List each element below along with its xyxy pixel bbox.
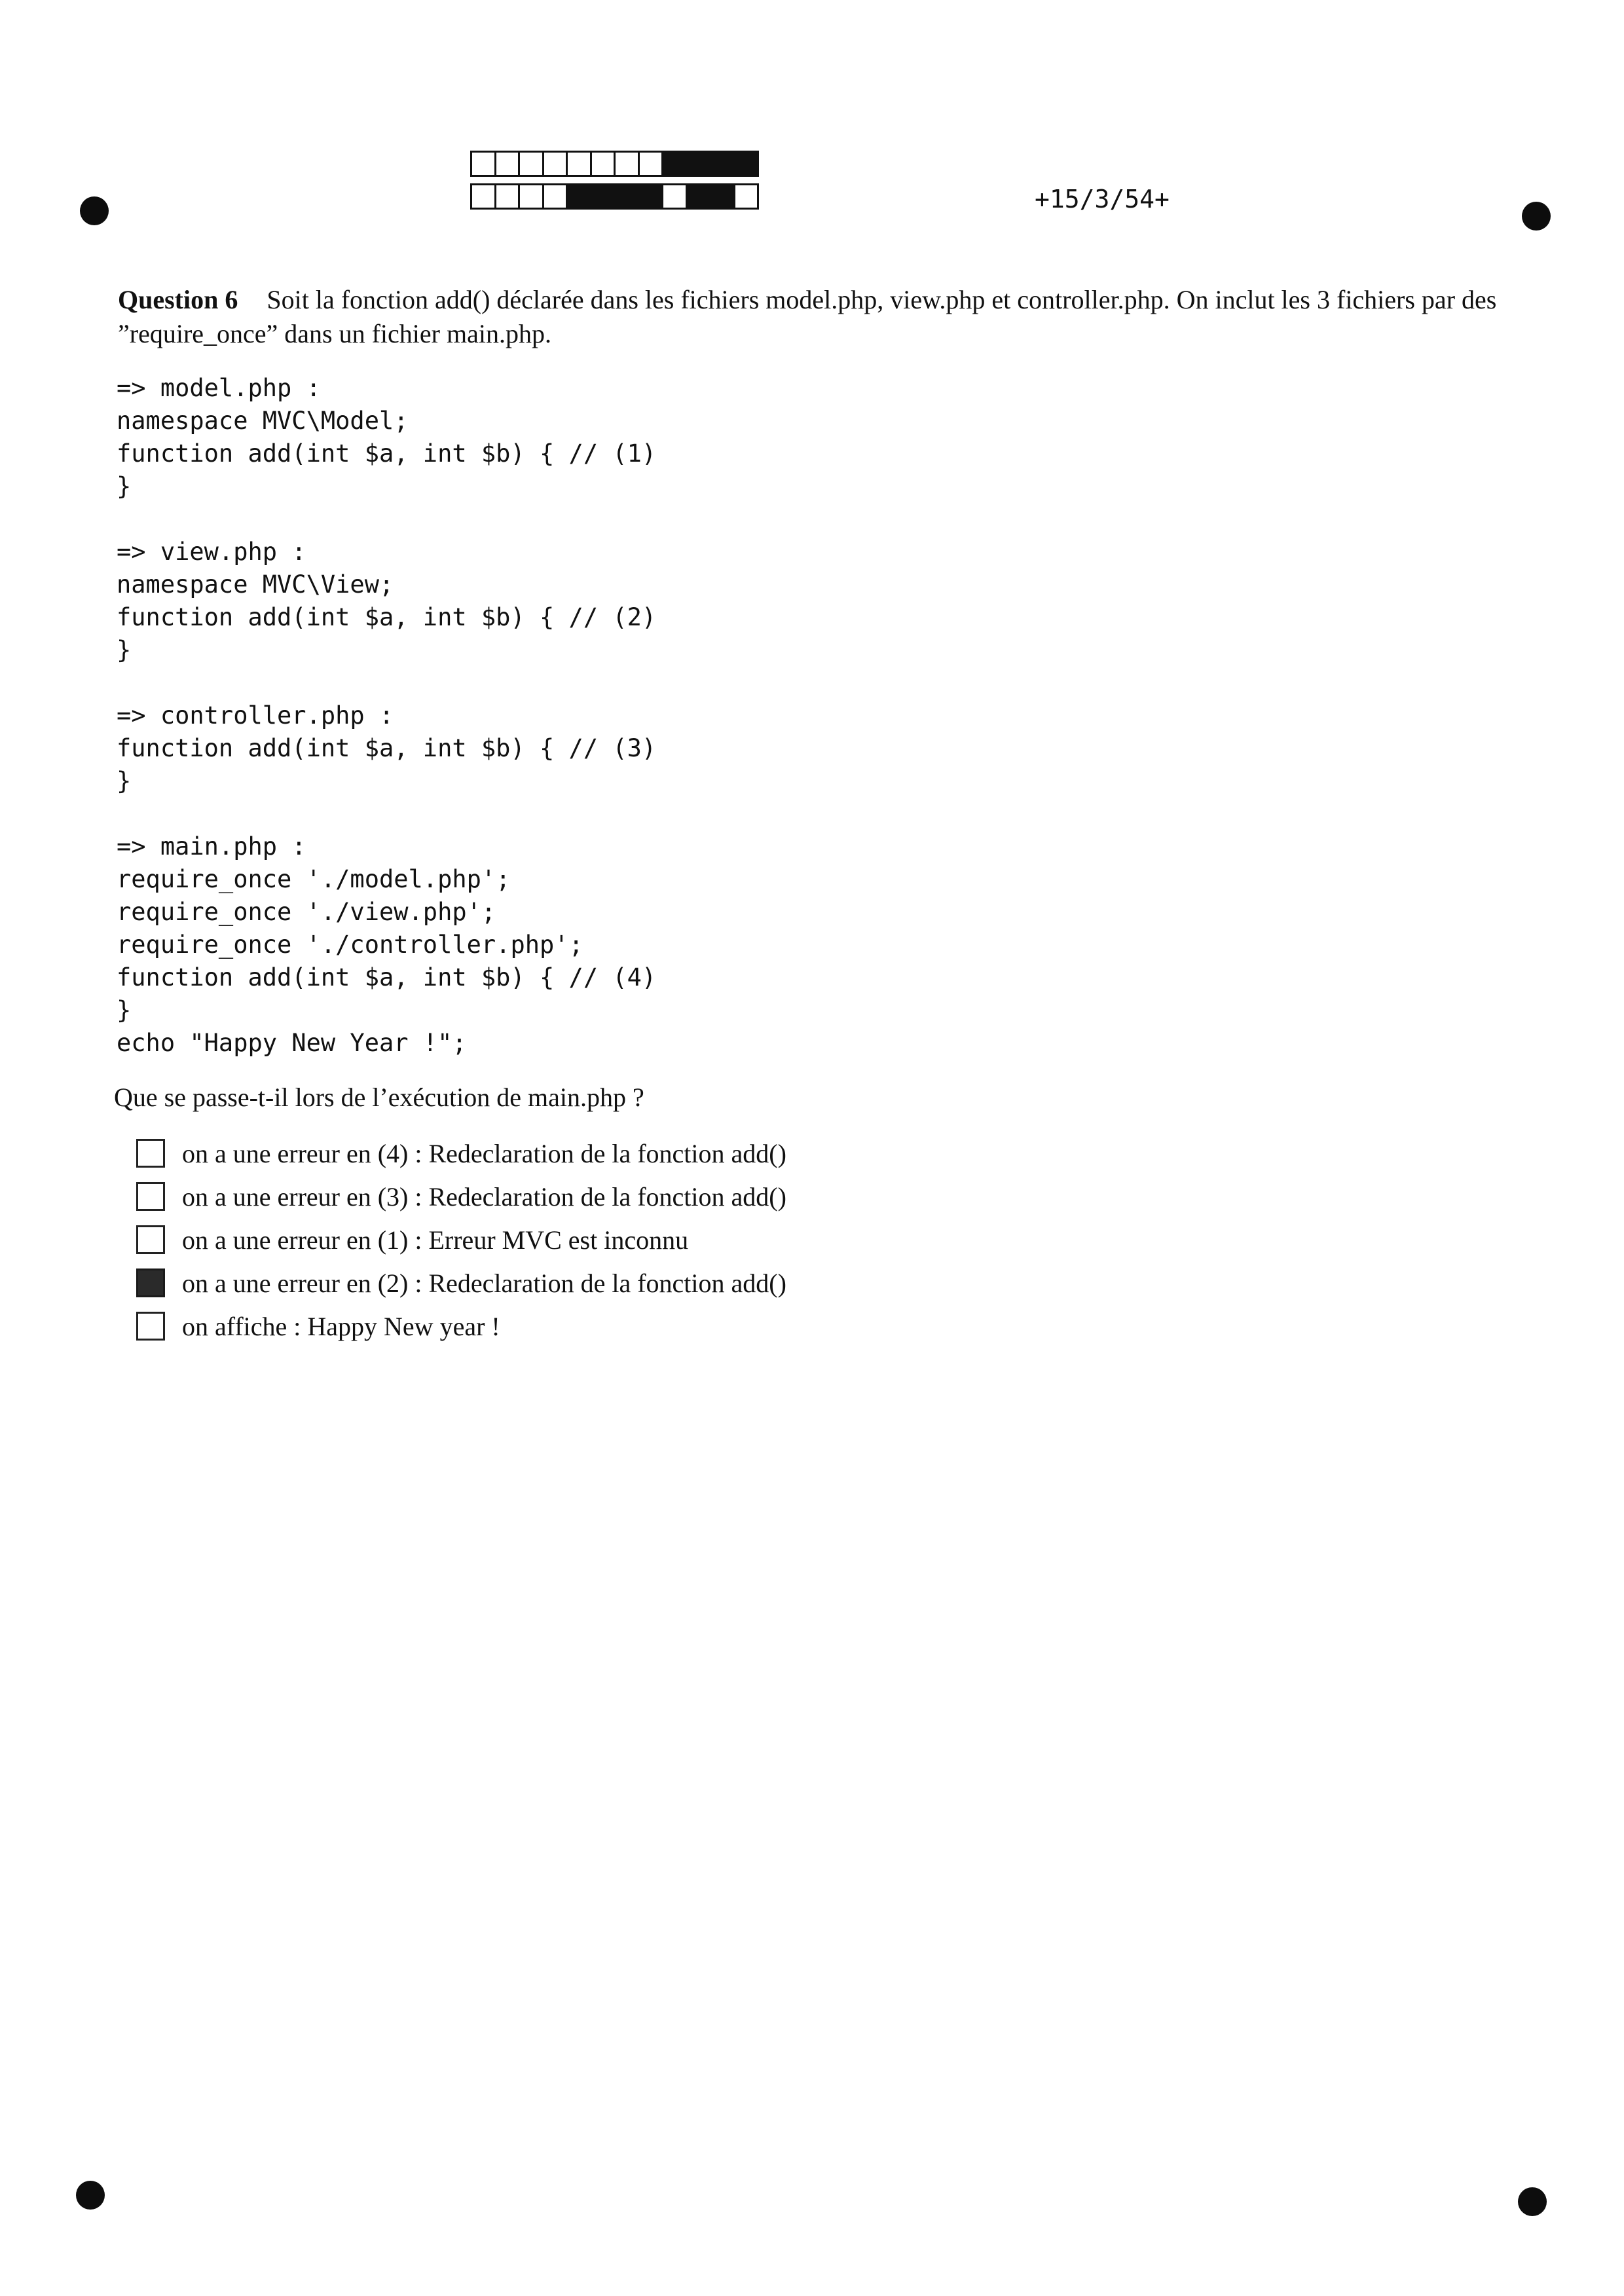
binary-code-bar — [470, 183, 757, 210]
code-cell — [494, 151, 521, 177]
code-cell — [470, 151, 496, 177]
code-cell — [542, 183, 568, 210]
corner-registration-mark — [76, 2181, 105, 2210]
answer-choice[interactable] — [136, 1261, 786, 1305]
answer-choice[interactable] — [136, 1305, 786, 1348]
code-cell — [733, 183, 760, 210]
code-cell — [614, 183, 640, 210]
question-label: Question 6 — [118, 285, 238, 314]
code-cell — [686, 151, 712, 177]
code-cell — [733, 151, 760, 177]
code-line: => model.php : — [117, 374, 321, 402]
answer-choice[interactable] — [136, 1218, 786, 1261]
checkbox[interactable] — [136, 1225, 165, 1254]
answer-choice-label: on a une erreur en (1) : Erreur MVC est inconnu — [182, 1225, 689, 1255]
code-cell — [566, 183, 592, 210]
code-line — [117, 798, 656, 830]
code-cell — [686, 183, 712, 210]
checkbox-checked[interactable] — [136, 1268, 165, 1297]
code-line: namespace MVC\View; — [117, 570, 394, 599]
code-line: => main.php : — [117, 832, 306, 861]
answer-choice[interactable] — [136, 1175, 786, 1218]
code-line: require_once './controller.php'; — [117, 931, 583, 959]
code-cell — [638, 151, 664, 177]
code-line — [117, 503, 656, 536]
code-cell — [518, 183, 544, 210]
checkbox[interactable] — [136, 1182, 165, 1211]
code-line: => controller.php : — [117, 701, 394, 730]
code-line: function add(int $a, int $b) { // (1) — [117, 439, 657, 468]
corner-registration-mark — [1518, 2187, 1547, 2216]
code-line: => view.php : — [117, 538, 306, 566]
code-cell — [709, 183, 735, 210]
answer-choice-label: on a une erreur en (2) : Redeclaration de la fonction add() — [182, 1268, 786, 1298]
code-line: } — [117, 996, 132, 1024]
question-text: Soit la fonction add() déclarée dans les fichiers model.php, view.php et controller.php. On inclut les 3 fichiers par des ”require_once” dans un fichier main.php. — [118, 285, 1497, 348]
code-line: namespace MVC\Model; — [117, 407, 409, 435]
answer-choice-label: on a une erreur en (4) : Redeclaration de la fonction add() — [182, 1138, 786, 1168]
code-line: function add(int $a, int $b) { // (3) — [117, 734, 657, 762]
answer-choices — [136, 1132, 786, 1348]
code-line: } — [117, 472, 132, 500]
code-cell — [542, 151, 568, 177]
code-line: function add(int $a, int $b) { // (4) — [117, 963, 657, 991]
code-line: } — [117, 636, 132, 664]
checkbox[interactable] — [136, 1139, 165, 1168]
corner-registration-mark — [1522, 202, 1551, 231]
code-line: require_once './model.php'; — [117, 865, 511, 893]
code-line: require_once './view.php'; — [117, 898, 496, 926]
code-cell — [614, 151, 640, 177]
code-line: function add(int $a, int $b) { // (2) — [117, 603, 657, 631]
code-cell — [590, 151, 616, 177]
code-cell — [494, 183, 521, 210]
code-line: } — [117, 767, 132, 795]
code-line — [117, 667, 656, 699]
code-cell — [709, 151, 735, 177]
corner-registration-mark — [80, 196, 109, 225]
code-cell — [566, 151, 592, 177]
code-cell — [518, 151, 544, 177]
answer-choice-label: on affiche : Happy New year ! — [182, 1311, 500, 1341]
code-cell — [470, 183, 496, 210]
binary-code-bar — [470, 151, 757, 177]
code-listing — [117, 372, 656, 1060]
answer-choice[interactable] — [136, 1132, 786, 1175]
code-line: echo "Happy New Year !"; — [117, 1029, 467, 1057]
checkbox[interactable] — [136, 1312, 165, 1341]
code-cell — [638, 183, 664, 210]
code-cell — [590, 183, 616, 210]
question-statement — [118, 283, 1519, 351]
question-prompt: Que se passe-t-il lors de l’exécution de main.php ? — [114, 1083, 644, 1112]
sheet-identifier: +15/3/54+ — [1035, 185, 1170, 213]
code-cell — [661, 151, 688, 177]
code-cell — [661, 183, 688, 210]
answer-choice-label: on a une erreur en (3) : Redeclaration de la fonction add() — [182, 1181, 786, 1212]
